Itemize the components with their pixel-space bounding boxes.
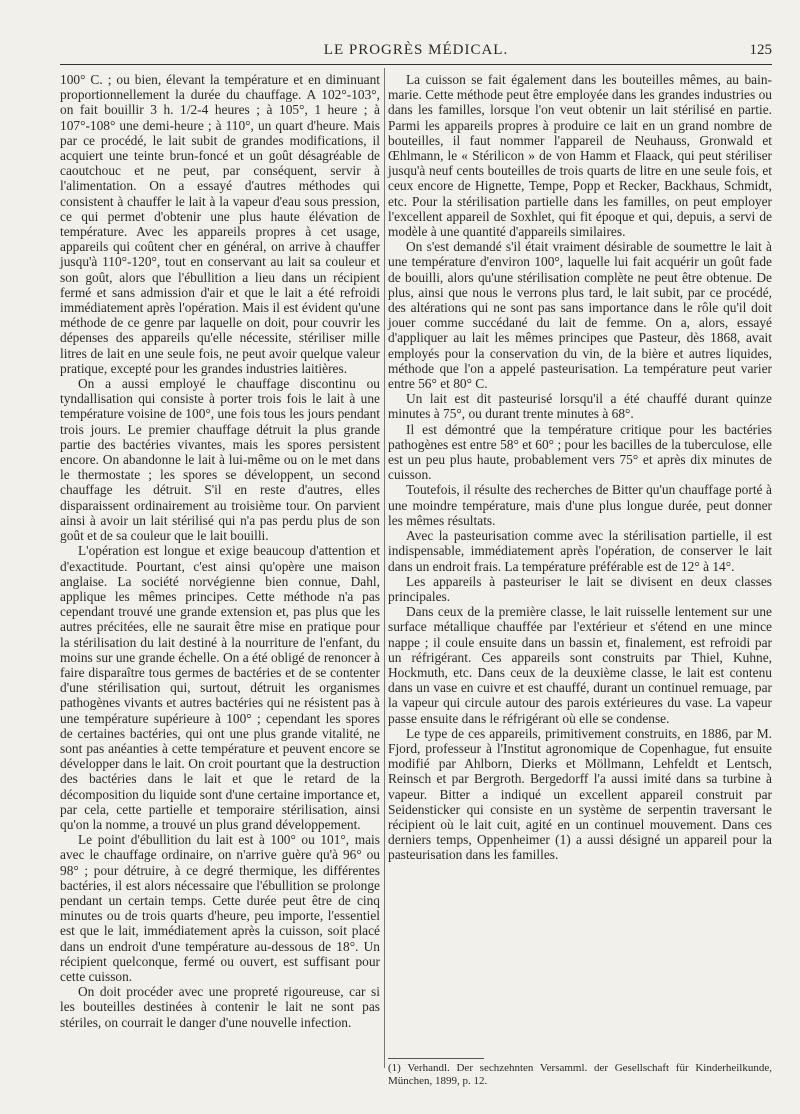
paragraph: Avec la pasteurisation comme avec la stérilisation partielle, il est indispensable, immédiatement après l'opération, de conserver le lait dans un endroit frais. La température préférable est de 12° à 14°. bbox=[388, 528, 772, 574]
paragraph: Dans ceux de la première classe, le lait ruisselle lentement sur une surface métallique chauffée par l'extérieur et s'étend en une mince nappe ; il coule ensuite dans un bassin et, finalement, est refroidi par un réfrigérant. Ces appareils sont construits par Thiel, Kuhne, Hockmuth, etc. Dans ceux de la deuxième classe, le lait est contenu dans un vase en cuivre et est chauffé, durant un continuel remuage, par la vapeur qui circule autour des parois extérieures du vase. La vapeur passe ensuite dans le réfrigérant où elle se condense. bbox=[388, 604, 772, 726]
journal-title: LE PROGRÈS MÉDICAL. bbox=[323, 42, 509, 58]
footnote: (1) Verhandl. Der sechzehnten Versamml. der Gesellschaft für Kinderheilkunde, München, 1899, p. 12. bbox=[388, 1062, 772, 1087]
paragraph: Le type de ces appareils, primitivement construits, en 1886, par M. Fjord, professeur à l'Institut agronomique de Copenhague, fut ensuite modifié par Ahlborn, Dierks et Möllmann, Lehfeldt et Lentsch, Reinsch et par Bergroth. Bergedorff l'a aussi imité dans sa turbine à vapeur. Bitter a indiqué un excellent appareil construit par Seidensticker qui consiste en un système de serpentin traversant le récipient où le lait cuit, agité en un continuel mouvement. Dans ces derniers temps, Oppenheimer (1) a aussi désigné un appareil pour la pasteurisation dans les familles. bbox=[388, 725, 772, 863]
page-header bbox=[60, 42, 772, 64]
paragraph: On a aussi employé le chauffage discontinu ou tyndallisation qui consiste à porter trois fois le lait à une température voisine de 100°, une fois tous les jours pendant trois jours. Le premier chauffage détruit la plus grande partie des bactéries vivantes, mais les spores persistent encore. On abandonne le lait à lui-même ou on le met dans le thermostate ; les spores se développent, un second chauffage les détruit. S'il en reste d'autres, elles disparaissent ordinairement au troisième tour. On parvient ainsi à avoir un lait stérilisé qui n'a pas perdu plus de son goût et de sa couleur que le lait bouilli. bbox=[60, 376, 380, 544]
page-number: 125 bbox=[749, 42, 772, 58]
paragraph: On doit procéder avec une propreté rigoureuse, car si les bouteilles destinées à contenir le lait ne sont pas stériles, on courrait le danger d'une nouvelle infection. bbox=[60, 984, 380, 1030]
paragraph: Le point d'ébullition du lait est à 100° ou 101°, mais avec le chauffage ordinaire, on n'arrive guère qu'à 96° ou 98° ; pour détruire, à ce degré thermique, les différentes bactéries, il est alors nécessaire que l'ébullition se prolonge pendant un certain temps. Cette durée peut être de cinq minutes ou de trois quarts d'heure, peu importe, l'essentiel est que le lait, immédiatement après la cuisson, soit placé dans un endroit d'une température au-dessous de 18°. Un récipient quelconque, fermé ou ouvert, est suffisant pour cette cuisson. bbox=[60, 832, 380, 984]
paragraph: 100° C. ; ou bien, élevant la température et en diminuant proportionnellement la durée du chauffage. A 102°-103°, on fait bouillir 3 h. 1/2-4 heures ; à 105°, 1 heure ; à 107°-108° une demi-heure ; à 110°, un quart d'heure. Mais par ce procédé, le lait subit de grandes modifications, il acquiert une teinte brun-foncé et un goût désagréable de caoutchouc et ne peut, par conséquent, servir à l'alimentation. On a essayé d'autres méthodes qui consistent à chauffer le lait à la vapeur d'eau sous pression, ce qui permet d'obtenir une plus haute élévation de température. Avec les appareils propres à cet usage, appareils qui coûtent cher en général, on arrive à chauffer jusqu'à 110°-120°, tout en conservant au lait sa couleur et son goût, alors que l'ébullition a lieu dans un récipient fermé et sans admission d'air et que le lait a été refroidi immédiatement après l'opération. Mais il est évident qu'une méthode de ce genre par laquelle on doit, pour couvrir les dépenses des appareils qu'elle nécessite, stériliser mille litres de lait en une seule fois, ne peut avoir quelque valeur pratique, excepté pour les grandes industries laitières. bbox=[60, 72, 380, 376]
paragraph: On s'est demandé s'il était vraiment désirable de soumettre le lait à une température d'environ 100°, laquelle lui fait acquérir un goût fade de bouilli, alors qu'une stérilisation complète ne peut être obtenue. De plus, ainsi que nous le verrons plus tard, le lait subit, par ce procédé, des altérations qui ne sont pas sans importance dans le rôle qu'il doit jouer comme succédané du lait de femme. On a, alors, essayé d'appliquer au lait les mêmes principes que Pasteur, dès 1868, avait employés pour la conservation du vin, de la bière et autres liquides, méthode que l'on a appelé pasteurisation. La température peut varier entre 56° et 80° C. bbox=[388, 239, 772, 392]
header-rule bbox=[60, 64, 772, 65]
left-column bbox=[60, 72, 380, 1030]
column-divider bbox=[384, 68, 385, 1068]
paragraph: Il est démontré que la température critique pour les bactéries pathogènes est entre 58° et 60° ; pour les bacilles de la tuberculose, elle est un peu plus haute, probablement vers 75° et après dix minutes de cuisson. bbox=[388, 421, 772, 483]
paragraph: La cuisson se fait également dans les bouteilles mêmes, au bain-marie. Cette méthode peut être employée dans les grandes industries ou dans les familles, lorsque l'on veut obtenir un lait stérilisé en partie. Parmi les appareils propres à produire ce lait en un grand nombre de bouteilles, il faut nommer l'appareil de Neuhauss, Gronwald et Œhlmann, le « Stérilicon » de von Hamm et Flaack, qui peut stériliser jusqu'à neuf cents bouteilles de trois quarts de litre en une seule fois, et ceux encore de Hignette, Tempe, Popp et Recker, Backhaus, Schmidt, etc. Pour la stérilisation partielle dans les familles, on peut employer l'excellent appareil de Soxhlet, qui fit époque et qui, depuis, a servi de modèle à une quantité d'appareils similaires. bbox=[388, 72, 772, 240]
paragraph: Un lait est dit pasteurisé lorsqu'il a été chauffé durant quinze minutes à 75°, ou durant trente minutes à 68°. bbox=[388, 391, 772, 422]
right-column bbox=[388, 72, 772, 863]
paragraph: Les appareils à pasteuriser le lait se divisent en deux classes principales. bbox=[388, 573, 772, 604]
paragraph: L'opération est longue et exige beaucoup d'attention et d'exactitude. Pourtant, c'est ainsi qu'opère une maison anglaise. La société norvégienne bien connue, Dahl, applique les mêmes principes. Cette méthode n'a pas cependant trouvé une grande extension et, pas plus que les autres précitées, elle ne saurait être mise en pratique pour la stérilisation du lait destiné à la nourriture de l'enfant, du moins sur une grande échelle. On a été obligé de renoncer à faire disparaître tous germes de bactéries et de se contenter d'une stérilisation qui, surtout, détruit les organismes pathogènes vivants et autres bactéries qui ne résistent pas à une température supérieure à 100° ; cependant les spores de certaines bactéries, qui ont une plus grande vitalité, ne sont pas anéanties à cette température et peuvent encore se développer dans le lait. On croit pourtant que la destruction des bactéries dans le lait et que le retard de la décomposition du liquide sont d'une certaine importance et, par cela, cette partielle et temporaire stérilisation, ainsi qu'on la nomme, a trouvé un plus grand développement. bbox=[60, 543, 380, 832]
paragraph: Toutefois, il résulte des recherches de Bitter qu'un chauffage porté à une moindre température, mais d'une plus longue durée, peut donner les mêmes résultats. bbox=[388, 482, 772, 528]
footnote-rule bbox=[388, 1058, 484, 1059]
